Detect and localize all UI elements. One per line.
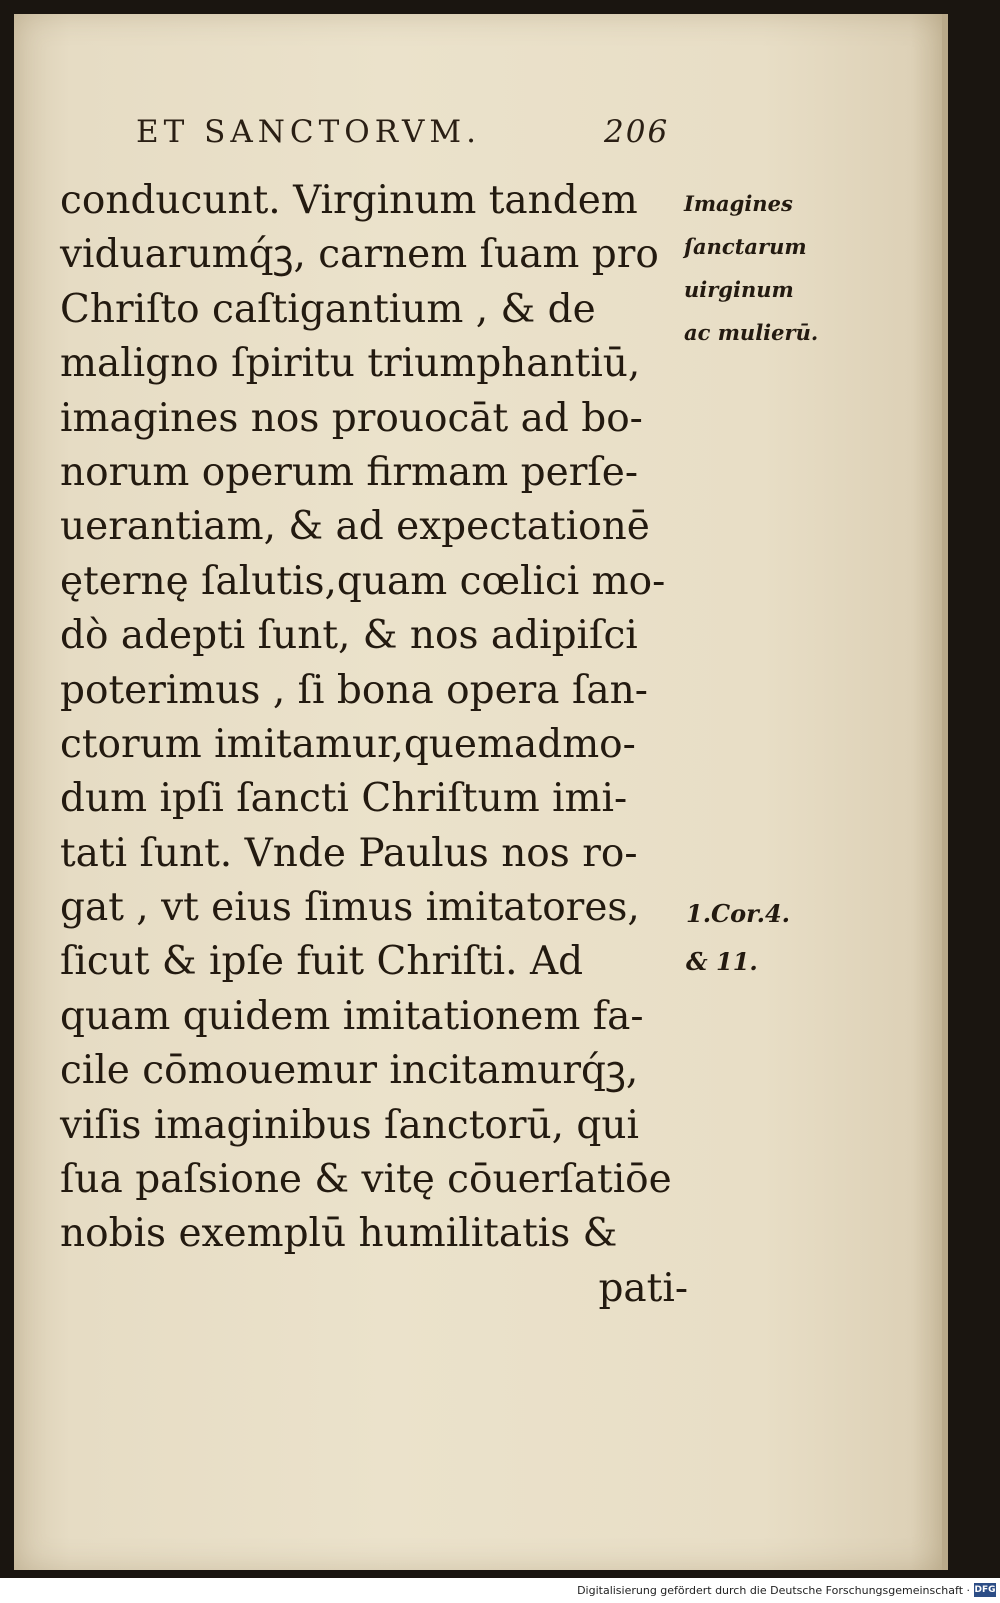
text-line: ęternę ſalutis,quam cœlici mo- xyxy=(60,558,666,604)
page-number: 206 xyxy=(604,114,670,150)
running-title: ET SANCTORVM. xyxy=(136,114,481,150)
text-line: uerantiam, & ad expectationē xyxy=(60,504,650,550)
footer-bar xyxy=(0,1578,1000,1603)
marginal-note-corinthians xyxy=(686,890,790,986)
text-line: tati ſunt. Vnde Paulus nos ro- xyxy=(60,830,638,876)
text-line: Chriſto caſtigantium , & de xyxy=(60,286,596,332)
text-line: quam quidem imitationem fa- xyxy=(60,993,644,1039)
text-line: ſua paſsione & vitę cōuerſatiōe xyxy=(60,1157,672,1203)
marginal-note-line: ac mulierū. xyxy=(684,320,819,345)
text-line: maligno ſpiritu triumphantiū, xyxy=(60,341,641,387)
catchword: pati- xyxy=(598,1265,688,1311)
marginal-note-line: uirginum xyxy=(684,277,794,302)
marginal-note-line: Imagines xyxy=(684,191,793,216)
text-line: ctorum imitamur,quemadmo- xyxy=(60,721,636,767)
book-page xyxy=(14,14,948,1570)
page-edge xyxy=(942,14,948,1570)
text-line: norum operum firmam perſe- xyxy=(60,449,639,495)
marginal-note-line: ſanctarum xyxy=(684,234,807,259)
dfg-logo: DFG xyxy=(974,1585,996,1595)
text-line: gat , vt eius ſimus imitatores, xyxy=(60,885,640,931)
text-line: viſis imaginibus ſanctorū, qui xyxy=(60,1102,639,1148)
text-line: dò adepti ſunt, & nos adipiſci xyxy=(60,613,638,659)
text-line: ſicut & ipſe fuit Chriſti. Ad xyxy=(60,939,584,985)
text-line: dum ipſi ſancti Chriſtum imi- xyxy=(60,776,628,822)
text-line: viduarumq́ꝫ, carnem ſuam pro xyxy=(60,232,659,278)
text-line: poterimus , ſi bona opera ſan- xyxy=(60,667,648,713)
text-line: cile cōmouemur incitamurq́ꝫ, xyxy=(60,1048,639,1094)
marginal-note-line: & 11. xyxy=(686,947,758,976)
text-line: imagines nos prouocāt ad bo- xyxy=(60,395,643,441)
funding-credit: Digitalisierung gefördert durch die Deutsche Forschungsgemeinschaft · xyxy=(577,1584,970,1597)
text-line: nobis exemplū humilitatis & xyxy=(60,1211,618,1257)
text-line: conducunt. Virginum tandem xyxy=(60,178,638,223)
body-text xyxy=(60,174,700,1316)
marginal-note-imagines xyxy=(684,182,818,354)
marginal-note-line: 1.Cor.4. xyxy=(686,899,791,928)
